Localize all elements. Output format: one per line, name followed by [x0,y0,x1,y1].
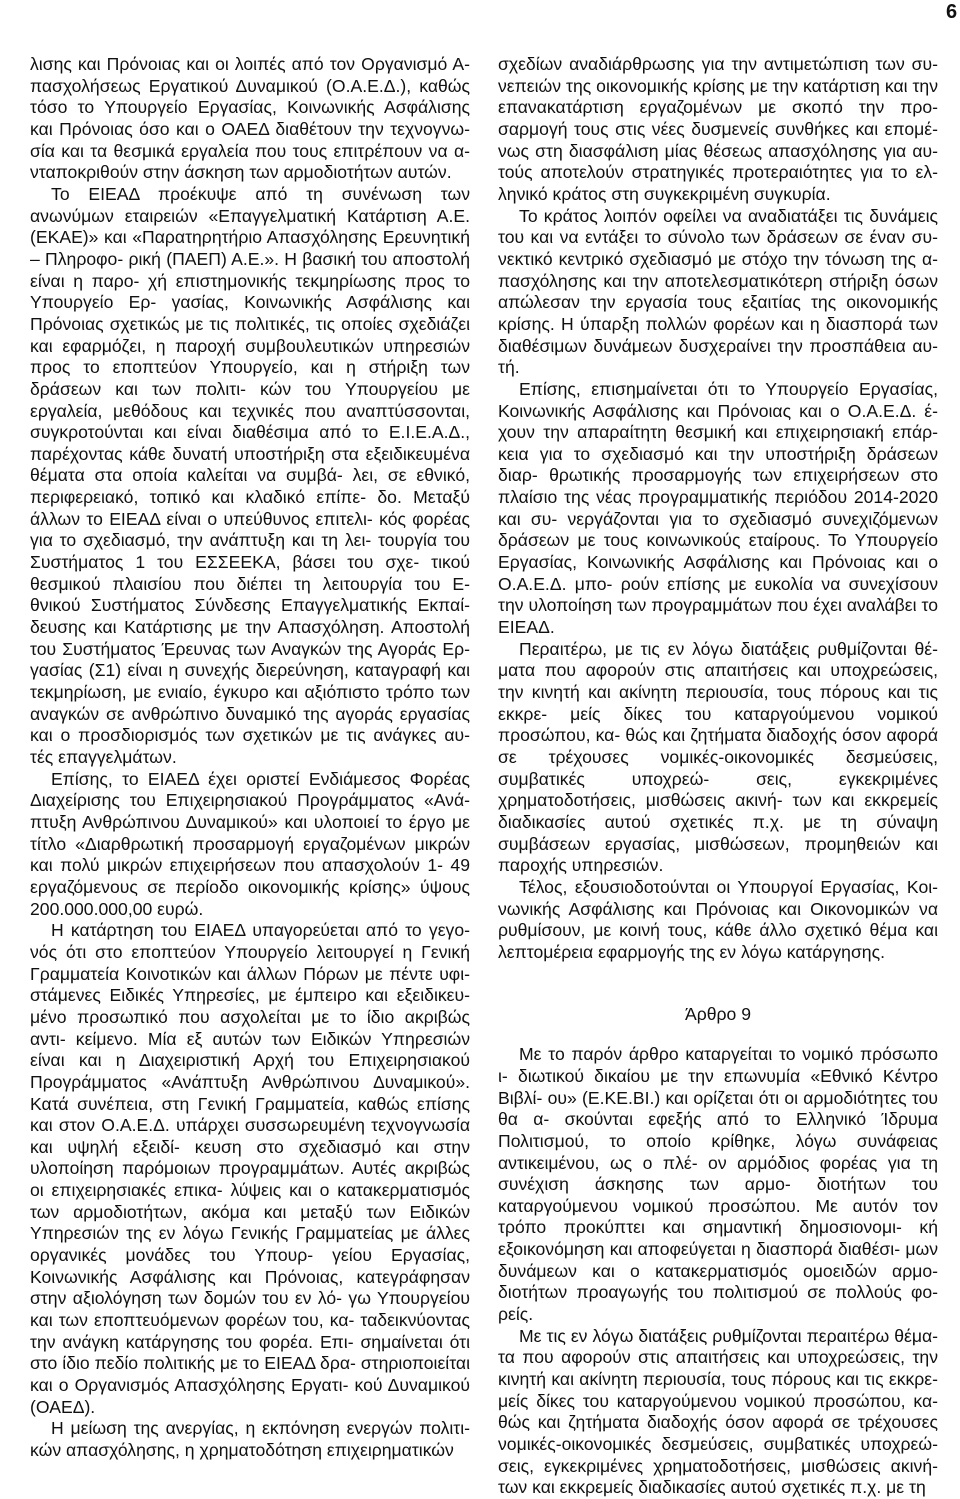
paragraph: σχεδίων αναδιάρθρωσης για την αντιμετώπιση των συ- νεπειών της οικονομικής κρίσης με την κατάρτιση και την επανακατάρτιση εργαζομένων με σκοπό την προ- σαρμογή τους στις νέες δυσμενείς συνθήκες και επομέ- νως στη διασφάλιση μίας θέσεως απασχόλησης για αυ- τούς αποτελούν στρατηγικές προτεραιότητες για το ελ- ληνικό κράτος στη συγκεκριμένη συγκυρία. [498,54,938,204]
paragraph: Με το παρόν άρθρο καταργείται το νομικό πρόσωπο ι- διωτικού δικαίου με την επωνυμία «Εθνικό Κέντρο Βιβλί- ου» (Ε.ΚΕ.ΒΙ.) και ορίζεται ότι οι αρμοδιότητες του θα α- σκούνται εφεξής από το Ελληνικό Ίδρυμα Πολιτισμού, το οποίο κρίθηκε, λόγω συνάφειας αντικειμένου, ως ο πλέ- ον αρμόδιος φορέας για τη συνέχιση άσκησης των αρμο- διοτήτων του καταργούμενου νομικού προσώπου. Με αυτόν τον τρόπο προκύπτει και σημαντική δημοσιονομι- κή εξοικονόμηση και αποφεύγεται η διασπορά διαθέσι- μων δυνάμεων και ο κατακερματισμός ομοειδών αρμο- διοτήτων προαγωγής του πολιτισμού σε πολλούς φο- ρείς. [498,1044,938,1325]
paragraph: Επίσης, το ΕΙΑΕΔ έχει οριστεί Ενδιάμεσος Φορέας Διαχείρισης του Επιχειρησιακού Προγράμματος «Ανά- πτυξη Ανθρώπινου Δυναμικού» και υλοποιεί το έργο με τίτλο «Διαρθρωτική προσαρμογή εργαζομένων μικρών και πολύ μικρών επιχειρήσεων που απασχολούν 1- 49 εργαζόμενους σε περίοδο οικονομικής κρίσης» ύψους 200.000.000,00 ευρώ. [30,768,470,919]
paragraph: Το ΕΙΕΑΔ προέκυψε από τη συνένωση των ανωνύμων εταιρειών «Επαγγελματική Κατάρτιση Α.Ε. (ΕΚΑΕ)» και «Παρατηρητήριο Απασχόλησης Ερευνητική – Πληροφο- ρική (ΠΑΕΠ) Α.Ε.». Η βασική του αποστολή είναι η παρο- χή επιστημονικής τεκμηρίωσης προς το Υπουργείο Ερ- γασίας, Κοινωνικής Ασφάλισης και Πρόνοιας σχετικώς με τις πολιτικές, τις οποίες σχεδιάζει και εφαρμόζει, η παροχή συμβουλευτικών υπηρεσιών προς το εποπτεύον Υπουργείο, και η στήριξη των δράσεων και των πολιτι- κών του Υπουργείου με εργαλεία, μεθόδους και τεχνικές που αναπτύσσονται, συγκροτούνται και είναι διαθέσιμα από το Ε.Ι.Ε.Α.Δ., παρέχοντας κάθε δυνατή υποστήριξη στα εξειδικευμένα θέματα στα οποία καλείται να συμβά- λει, σε εθνικό, περιφερειακό, τοπικό και κλαδικό επίπε- δο. Μεταξύ άλλων το ΕΙΕΑΔ είναι ο υπεύθυνος επιτελι- κός φορέας για το σχεδιασμό, την ανάπτυξη και τη λει- τουργία του Συστήματος 1 του ΕΣΣΕΕΚΑ, βάσει του σχε- τικού θεσμικού πλαισίου που διέπει τη λειτουργία του Ε- θνικού Συστήματος Σύνδεσης Επαγγελματικής Εκπαί- δευσης και Κατάρτισης με την Απασχόληση. Αποστολή του Συστήματος Έρευνας των Αναγκών της Αγοράς Ερ- γασίας (Σ1) είναι η συνεχής διερεύνηση, καταγραφή και τεκμηρίωση, με ενιαίο, έγκυρο και αξιόπιστο τρόπο των αναγκών σε ανθρώπινο δυναμικό της αγοράς εργασίας και ο προσδιορισμός των σχετικών με τις ανάγκες αυ- τές επαγγελμάτων. [30,183,470,767]
paragraph: Περαιτέρω, με τις εν λόγω διατάξεις ρυθμίζονται θέ- ματα που αφορούν στις απαιτήσεις και υποχρεώσεις, την κινητή και ακίνητη περιουσία, τους πόρους και τις εκκρε- μείς δίκες του καταργούμενου νομικού προσώπου, κα- θώς και ζητήματα διαδοχής όσον αφορά σε τρέχουσες νομικές-οικονομικές δεσμεύσεις, συμβατικές υποχρεώ- σεις, εγκεκριμένες χρηματοδοτήσεις, μισθώσεις ακινή- των και εκκρεμείς διαδικασίες αυτού σχετικές π.χ. με τη σύναψη συμβάσεων εργασίας, μισθώσεων, προμηθειών και παροχής υπηρεσιών. [498,638,938,876]
paragraph: Η μείωση της ανεργίας, η εκπόνηση ενεργών πολιτι- κών απασχόλησης, η χρηματοδότηση επιχειρηματικών [30,1418,470,1460]
article-heading: Άρθρο 9 [684,1003,751,1024]
paragraph: Τέλος, εξουσιοδοτούνται οι Υπουργοί Εργασίας, Κοι- νωνικής Ασφάλισης και Πρόνοιας και Οικονομικών να ρυθμίσουν, με κοινή τους, κάθε άλλο σχετικό θέμα και λεπτομέρεια εφαρμογής της εν λόγω κατάργησης. [498,876,938,962]
right-column [498,54,938,1499]
paragraph: Επίσης, επισημαίνεται ότι το Υπουργείο Εργασίας, Κοινωνικής Ασφάλισης και Πρόνοιας και ο Ο.Α.Ε.Δ. έ- χουν την απαραίτητη θεσμική και επιχειρησιακή επάρ- κεια για το σχεδιασμό και την υποστήριξη δράσεων διαρ- θρωτικής προσαρμογής των επιχειρήσεων στο πλαίσιο της νέας προγραμματικής περιόδου 2014-2020 και συ- νεργάζονται για το σχεδιασμό συνεχιζόμενων δράσεων με τους κοινωνικούς εταίρους. Το Υπουργείο Εργασίας, Κοινωνικής Ασφάλισης και Πρόνοιας και ο Ο.Α.Ε.Δ. μπο- ρούν επίσης με ευκολία να συνεχίσουν την υλοποίηση των προγραμμάτων που έχει αναλάβει το ΕΙΕΑΔ. [498,378,938,638]
page-number: 6 [946,1,958,23]
paragraph: Με τις εν λόγω διατάξεις ρυθμίζονται περαιτέρω θέμα- τα που αφορούν στις απαιτήσεις και υποχρεώσεις, την κινητή και ακίνητη περιουσία, τους πόρους και τις εκκρε- μείς δίκες του καταργούμενου νομικού προσώπου, κα- θώς και ζητήματα διαδοχής όσον αφορά σε τρέχουσες νομικές-οικονομικές δεσμεύσεις, συμβατικές υποχρεώ- σεις, εγκεκριμένες χρηματοδοτήσεις, μισθώσεις ακινή- των και εκκρεμείς διαδικασίες αυτού σχετικές π.χ. με τη [498,1325,938,1498]
paragraph: λισης και Πρόνοιας και οι λοιπές από τον Οργανισμό Α- πασχολήσεως Εργατικού Δυναμικού (Ο.Α.Ε.Δ.), καθώς τόσο το Υπουργείο Εργασίας, Κοινωνικής Ασφάλισης και Πρόνοιας όσο και ο ΟΑΕΔ διαθέτουν την τεχνογνω- σία και τα θεσμικά εργαλεία που τους επιτρέπουν να α- νταποκριθούν στην άσκηση των αρμοδιοτήτων αυτών. [30,54,470,183]
left-column [30,54,470,1462]
paragraph: Το κράτος λοιπόν οφείλει να αναδιατάξει τις δυνάμεις του και να εντάξει το σύνολο των δράσεων σε έναν συ- νεκτικό κεντρικό σχεδιασμό με στόχο την τόνωση της α- πασχόλησης και την αποτελεσματικότερη στήριξη όσων απώλεσαν την εργασία τους εξαιτίας της οικονομικής κρίσης. Η ύπαρξη πολλών φορέων και η διασπορά των διαθέσιμων δυνάμεων δυσχεραίνει την προσπάθεια αυ- τή. [498,205,938,378]
paragraph: Η κατάρτηση του ΕΙΑΕΔ υπαγορεύεται από το γεγο- νός ότι στο εποπτεύον Υπουργείο λειτουργεί η Γενική Γραμματεία Κοινοτικών και άλλων Πόρων με πέντε υφι- στάμενες Ειδικές Υπηρεσίες, με έμπειρο και εξειδικευ- μένο προσωπικό που ασχολείται με το ίδιο ακριβώς αντι- κείμενο. Μία εξ αυτών των Ειδικών Υπηρεσιών είναι και η Διαχειριστική Αρχή του Επιχειρησιακού Προγράμματος «Ανάπτυξη Ανθρώπινου Δυναμικού». Κατά συνέπεια, στη Γενική Γραμματεία, καθώς επίσης και στον Ο.Α.Ε.Δ. υπάρχει συσσωρευμένη τεχνογνωσία και υψηλή εξειδί- κευση στο σχεδιασμό και στην υλοποίηση παρόμοιων προγραμμάτων. Αυτές ακριβώς οι επιχειρησιακές επικα- λύψεις και ο κατακερματισμός των αρμοδιοτήτων, ακόμα και μεταξύ των Ειδικών Υπηρεσιών της εν λόγω Γενικής Γραμματείας με άλλες οργανικές μονάδες του Υπουρ- γείου Εργασίας, Κοινωνικής Ασφάλισης και Πρόνοιας, κατεγράφησαν στην αξιολόγηση των δομών του εν λό- γω Υπουργείου και των εποπτευόμενων φορέων του, κα- ταδεικνύοντας την ανάγκη κατάργησης του φορέα. Επι- σημαίνεται ότι στο ίδιο πεδίο πολιτικής με το ΕΙΕΑΔ δρα- στηριοποιείται και ο Οργανισμός Απασχόλησης Εργατι- κού Δυναμικού (ΟΑΕΔ). [30,920,470,1417]
